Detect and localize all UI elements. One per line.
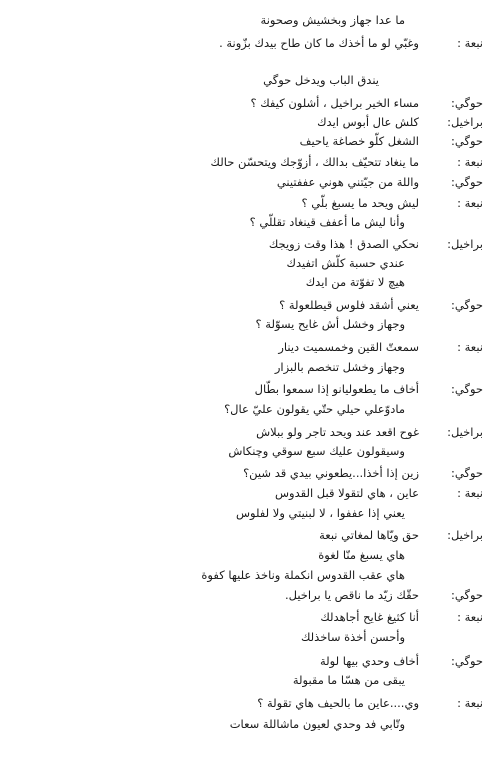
dialogue-text: غوح اقعد عند ويحد تاجر ولو ببلاش xyxy=(256,425,419,439)
dialogue-text: هاي عقب القدوس انكملة وناخذ عليها كفوة xyxy=(201,568,405,582)
dialogue-text: ما ينغاد تتحيّف بدالك ، أزوّجك ويتحسّن حالك xyxy=(210,155,419,169)
speaker-label: براخيل: xyxy=(447,115,483,129)
speaker-label: نبعة : xyxy=(457,155,483,169)
dialogue-text: واللة من جيّتني هوني عففتيني xyxy=(276,175,419,189)
dialogue-text: وأحسن أخذة ساخذلك xyxy=(300,630,405,644)
dialogue-text: وتّابي فد وحدي لعيون ماشاللة سعات xyxy=(229,717,405,731)
dialogue-text: هيچ لا تفوّتة من ايدك xyxy=(305,275,405,289)
speaker-label: نبعة : xyxy=(457,486,483,500)
dialogue-text: وي....عاين ما بالحيف هاي تقولة ؟ xyxy=(257,696,419,710)
dialogue-text: أخاف وحدي بيها لولة xyxy=(320,654,419,668)
speaker-label: نبعة : xyxy=(457,36,483,50)
dialogue-text: يعني إذا عففوا ، لا لبنيتي ولا لفلوس xyxy=(236,506,405,520)
speaker-label: حوگي: xyxy=(451,466,483,480)
speaker-label: براخيل: xyxy=(447,425,483,439)
speaker-label: حوگي: xyxy=(451,175,483,189)
speaker-label: حوگي: xyxy=(451,588,483,602)
speaker-label: نبعة : xyxy=(457,610,483,624)
dialogue-text: مادوّعلي حيلي حتّي يقولون عليّ عال؟ xyxy=(224,402,405,416)
dialogue-text: هاي يسبغ منّا لغوة xyxy=(318,548,405,562)
dialogue-text: أخاف ما يطعوليانو إذا سمعوا بطّال xyxy=(254,382,419,396)
dialogue-text: وجهاز وخشل تنخصم بالبزار xyxy=(274,360,405,374)
dialogue-text: أنا كثيغ غايح أجاهدلك xyxy=(320,610,419,624)
dialogue-text: وجهاز وخشل أش غايح يسوّلة ؟ xyxy=(255,317,405,331)
speaker-label: حوگي: xyxy=(451,654,483,668)
dialogue-text: وسيقولون عليك سبع سوقي وچنكاش xyxy=(228,444,405,458)
dialogue-text: زين إذا أخذا...يطعوني بيدي قد شين؟ xyxy=(243,466,419,480)
speaker-label: نبعة : xyxy=(457,196,483,210)
speaker-label: براخيل: xyxy=(447,237,483,251)
dialogue-text: نحكي الصدق ! هذا وقت زويجك xyxy=(268,237,419,251)
dialogue-text: وأنا ليش ما أعفف قينغاد تقللّي ؟ xyxy=(249,215,405,229)
dialogue-text: ليش ويحد ما يسبغ بلّي ؟ xyxy=(301,196,419,210)
speaker-label: نبعة : xyxy=(457,340,483,354)
dialogue-text: كلش عال أبوس ايدك xyxy=(317,115,419,129)
stage-direction: يندق الباب ويدخل حوگي xyxy=(263,73,379,87)
speaker-label: حوگي: xyxy=(451,298,483,312)
speaker-label: حوگي: xyxy=(451,134,483,148)
speaker-label: نبعة : xyxy=(457,696,483,710)
dialogue-text: حق ويّاها لمغاتي نبعة xyxy=(319,528,419,542)
dialogue-text: سمعتّ القين وخمسميت دينار xyxy=(278,340,419,354)
dialogue-text: وغبّي لو ما أخذك ما كان طاح بيدك بزّونة . xyxy=(219,36,419,50)
dialogue-text: ما عدا جهاز وبخشيش وصحونة xyxy=(260,13,405,27)
dialogue-text: يعني أشقد فلوس قيطلعولة ؟ xyxy=(279,298,419,312)
speaker-label: حوگي: xyxy=(451,96,483,110)
dialogue-text: عاين ، هاي لتقولا قبل القدوس xyxy=(275,486,419,500)
dialogue-text: الشغل كلّو خصاغة ياحيف xyxy=(299,134,419,148)
dialogue-text: يبقى من هسّا ما مقبولة xyxy=(292,673,405,687)
dialogue-text: حقّك زيّد ما ناقص يا براخيل. xyxy=(284,588,419,602)
dialogue-text: عندي حسبة كلّش اتفيدك xyxy=(286,256,405,270)
speaker-label: حوگي: xyxy=(451,382,483,396)
speaker-label: براخيل: xyxy=(447,528,483,542)
dialogue-text: مساء الخير براخيل ، أشلون كيفك ؟ xyxy=(250,96,419,110)
